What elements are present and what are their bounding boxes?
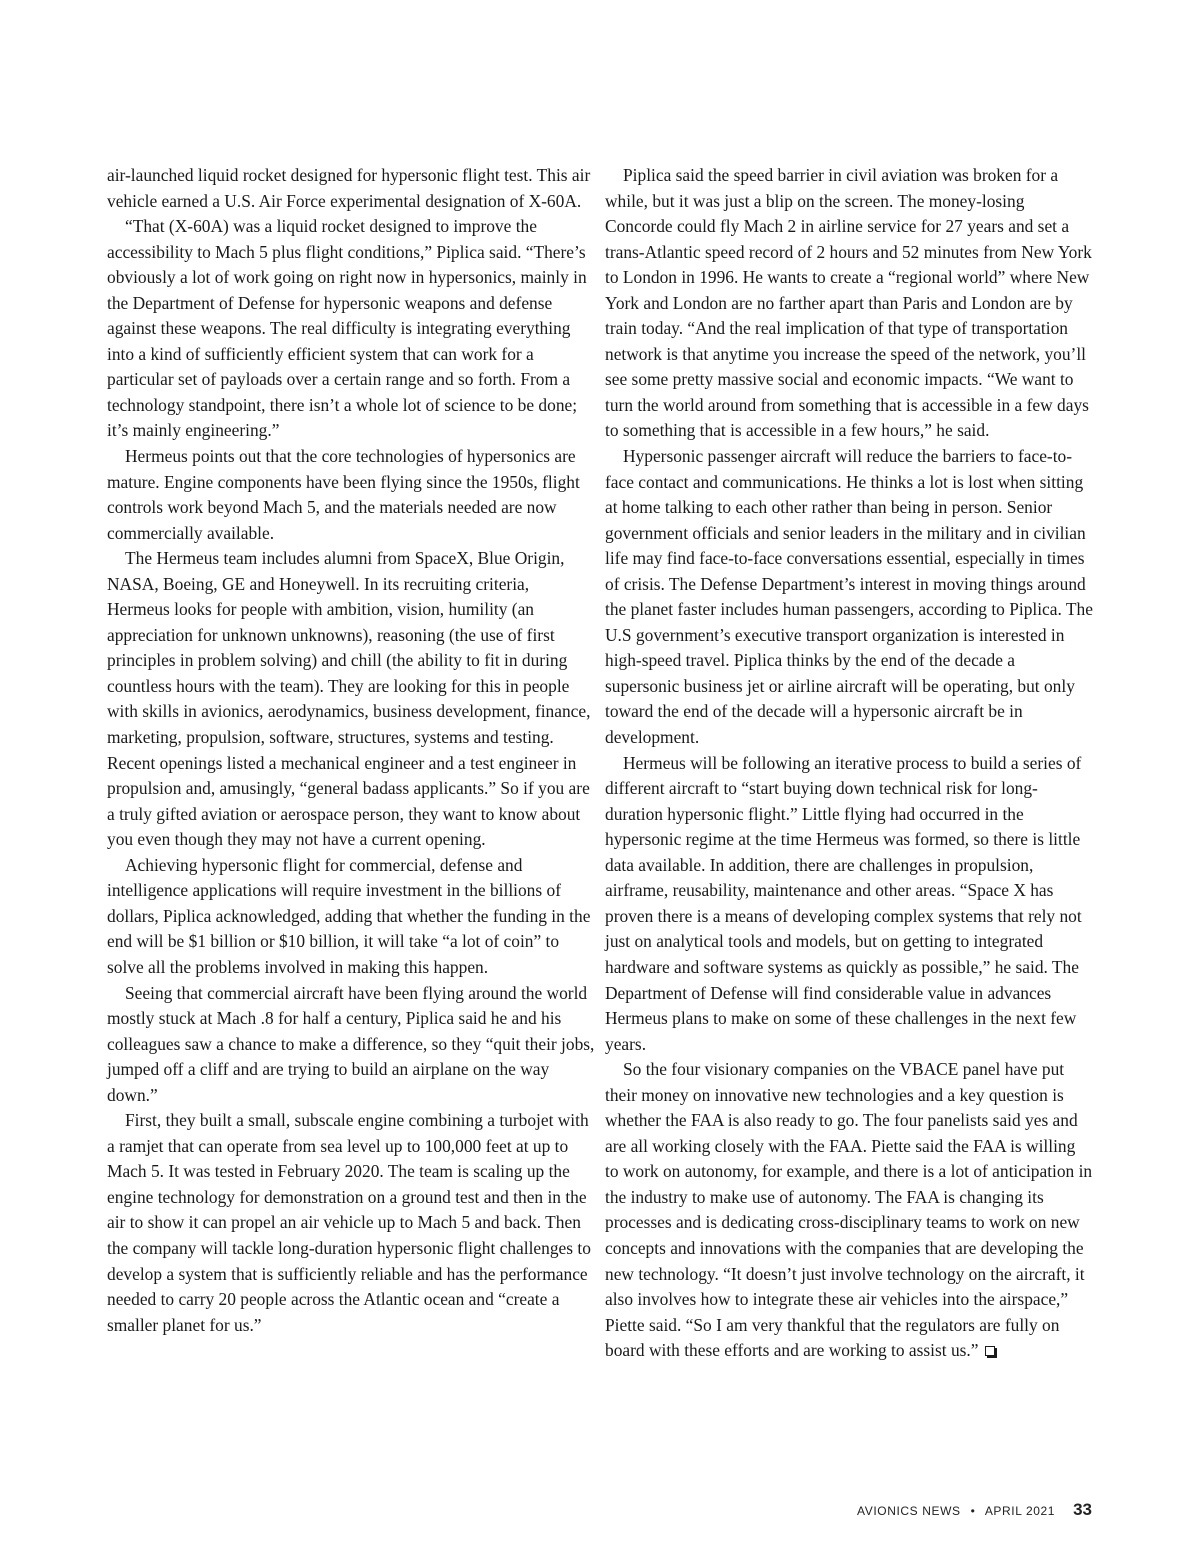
article-paragraph: First, they built a small, subscale engine combining a turbojet with a ramjet that can operate from sea level up to 100,000 feet at up to Mach 5. It was tested in February 2020. The team is scaling up the engine technology for demonstration on a ground test and then in the air to show it can propel an air vehicle up to Mach 5 and back. Then the company will tackle long-duration hypersonic flight challenges to develop a system that is sufficiently reliable and has the performance needed to carry 20 people across the Atlantic ocean and “create a smaller planet for us.” — [107, 1110, 591, 1335]
footer-bullet: • — [970, 1504, 975, 1518]
right-column — [605, 163, 1093, 1364]
publication-name: AVIONICS NEWS — [857, 1504, 961, 1518]
article-paragraph: Hypersonic passenger aircraft will reduce the barriers to face-to-face contact and communications. He thinks a lot is lost when sitting at home talking to each other rather than being in person. Senior government officials and senior leaders in the military and in civilian life may find face-to-face conversations essential, especially in times of crisis. The Defense Department’s interest in moving things around the planet faster includes human passengers, according to Piplica. The U.S government’s executive transport organization is interested in high-speed travel. Piplica thinks by the end of the decade a supersonic business jet or airline aircraft will be operating, but only toward the end of the decade will a hypersonic aircraft be in development. — [605, 446, 1093, 748]
article-paragraph-text: So the four visionary companies on the VBACE panel have put their money on innovative new technologies and a key question is whether the FAA is also ready to go. The four panelists said yes and are all working closely with the FAA. Piette said the FAA is willing to work on autonomy, for example, and there is a lot of anticipation in the industry to make use of autonomy. The FAA is changing its processes and is dedicating cross-disciplinary teams to work on new concepts and innovations with the companies that are developing the new technology. “It doesn’t just involve technology on the aircraft, it also involves how to integrate these air vehicles into the airspace,” Piette said. “So I am very thankful that the regulators are fully on board with these efforts and are working to assist us.” — [605, 1059, 1093, 1361]
article-paragraph: Hermeus will be following an iterative process to build a series of different aircraft to “start buying down technical risk for long-duration hypersonic flight.” Little flying had occurred in the hypersonic regime at the time Hermeus was formed, so there is little data available. In addition, there are challenges in propulsion, airframe, reusability, maintenance and other areas. “Space X has proven there is a means of developing complex systems that rely not just on analytical tools and models, but on getting to integrated hardware and software systems as quickly as possible,” he said. The Department of Defense will find considerable value in advances Hermeus plans to make on some of these challenges in the next few years. — [605, 752, 1082, 1054]
issue-date: APRIL 2021 — [984, 1504, 1056, 1518]
article-paragraph: The Hermeus team includes alumni from SpaceX, Blue Origin, NASA, Boeing, GE and Honeywell. In its recruiting criteria, Hermeus looks for people with ambition, vision, humility (an appreciation for unknown unknowns), reasoning (the use of first principles in problem solving) and chill (the ability to fit in during countless hours with the team). They are looking for this in people with skills in avionics, aerodynamics, business development, finance, marketing, propulsion, software, structures, systems and testing. Recent openings listed a mechanical engineer and a test engineer in propulsion and, amusingly, “general badass applicants.” So if you are a truly gifted aviation or aerospace person, they want to know about you even though they may not have a current opening. — [107, 548, 591, 850]
article-paragraph: Piplica said the speed barrier in civil aviation was broken for a while, but it was just a blip on the screen. The money-losing Concorde could fly Mach 2 in airline service for 27 years and set a trans-Atlantic speed record of 2 hours and 52 minutes from New York to London in 1996. He wants to create a “regional world” where New York and London are no farther apart than Paris and London are by train today. “And the real implication of that type of transportation network is that anytime you increase the speed of the network, you’ll see some pretty massive social and economic impacts. “We want to turn the world around from something that is accessible in a few days to something that is accessible in a few hours,” he said. — [605, 165, 1092, 441]
left-column — [107, 163, 595, 1338]
article-paragraph: air-launched liquid rocket designed for hypersonic flight test. This air vehicle earned a U.S. Air Force experimental designation of X-60A. — [107, 165, 591, 211]
page-number: 33 — [1073, 1500, 1092, 1519]
article-paragraph: Achieving hypersonic flight for commercial, defense and intelligence applications will require investment in the billions of dollars, Piplica acknowledged, adding that whether the funding in the end will be $1 billion or $10 billion, it will take “a lot of coin” to solve all the problems involved in making this happen. — [107, 854, 591, 977]
article-paragraph: “That (X-60A) was a liquid rocket designed to improve the accessibility to Mach 5 plus flight conditions,” Piplica said. “There’s obviously a lot of work going on right now in hypersonics, mainly in the Department of Defense for hypersonic weapons and defense against these weapons. The real difficulty is integrating everything into a kind of sufficiently efficient system that can work for a particular set of payloads over a certain range and so forth. From a technology standpoint, there isn’t a whole lot of science to be done; it’s mainly engineering.” — [107, 216, 587, 441]
article-paragraph: Hermeus points out that the core technologies of hypersonics are mature. Engine components have been flying since the 1950s, flight controls work beyond Mach 5, and the materials needed are now commercially available. — [107, 446, 580, 543]
article-paragraph: Seeing that commercial aircraft have been flying around the world mostly stuck at Mach .8 for half a century, Piplica said he and his colleagues saw a chance to make a difference, so they “quit their jobs, jumped off a cliff and are trying to build an airplane on the way down.” — [107, 982, 595, 1105]
article-paragraph-final — [605, 1057, 1093, 1364]
end-of-article-icon — [985, 1346, 995, 1356]
page-footer — [857, 1500, 1092, 1520]
